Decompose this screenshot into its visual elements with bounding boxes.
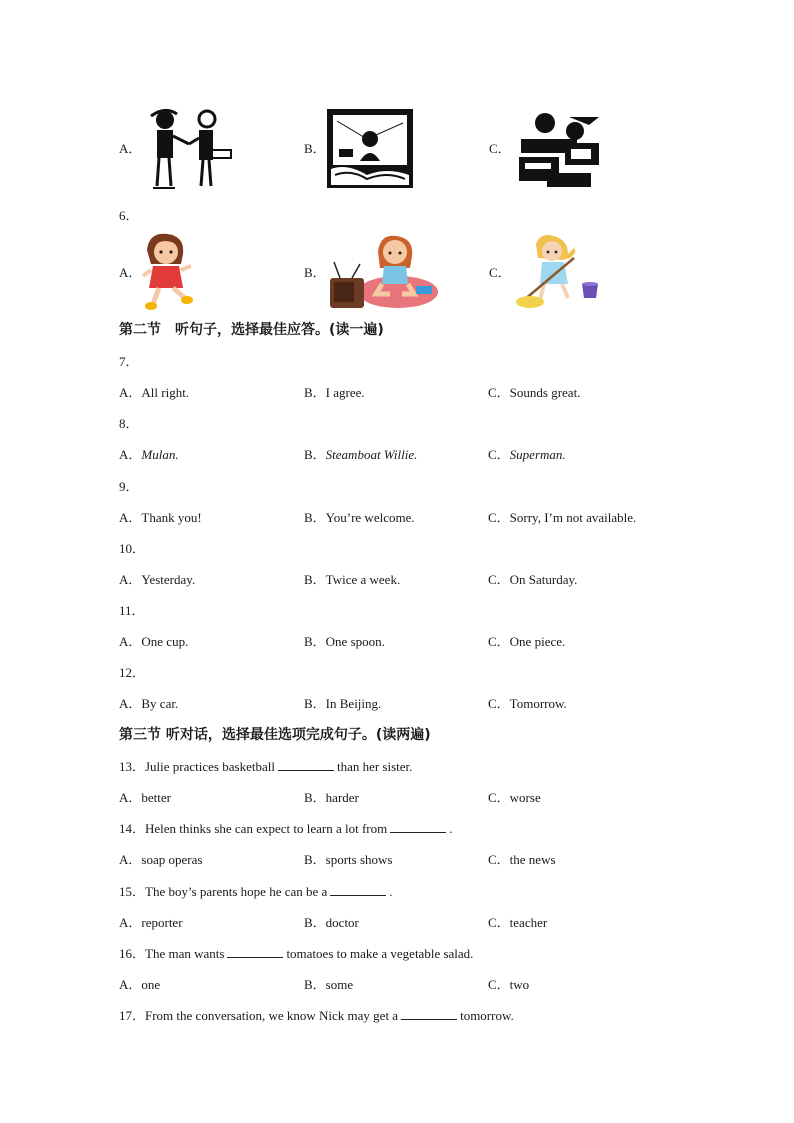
q8-option-c-letter: C． (488, 447, 510, 462)
q15-options (119, 913, 679, 933)
q5-option-c-letter: C． (489, 141, 511, 156)
q10-options (119, 570, 679, 590)
q17-stem-end: tomorrow. (460, 1008, 514, 1023)
section-3-heading: 第三节 听对话，选择最佳选项完成句子。(读两遍) (119, 727, 431, 743)
q14-answer-blank[interactable] (390, 820, 446, 833)
q14-stem (119, 819, 679, 839)
question-number-10: 10． (119, 541, 146, 556)
section-2-heading: 第二节 听句子，选择最佳应答。(读一遍) (119, 322, 384, 338)
people-cooking-icon[interactable] (517, 109, 603, 189)
q16-stem-start: 16．The man wants (119, 946, 225, 961)
q13-options (119, 788, 679, 808)
q9-option-b[interactable]: B．You’re welcome. (304, 510, 415, 525)
q12-options (119, 694, 679, 714)
q15-stem-end: . (389, 884, 393, 899)
question-number-8: 8． (119, 416, 139, 431)
question-number-6: 6． (119, 208, 139, 223)
q11-option-a[interactable]: A．One cup. (119, 634, 189, 649)
q17-answer-blank[interactable] (401, 1007, 457, 1020)
q6-option-a-letter: A． (119, 265, 142, 280)
q11-options (119, 632, 679, 652)
q14-stem-end: . (449, 821, 453, 836)
q13-stem-start: 13．Julie practices basketball (119, 759, 275, 774)
q13-answer-blank[interactable] (278, 758, 334, 771)
q7-option-b[interactable]: B．I agree. (304, 385, 365, 400)
q14-option-a[interactable]: A．soap operas (119, 852, 203, 867)
q9-option-c[interactable]: C．Sorry, I’m not available. (488, 510, 637, 525)
question-number-11: 11． (119, 603, 145, 618)
question-number-12: 12． (119, 665, 146, 680)
q8-option-a[interactable] (119, 445, 179, 465)
question-number-7: 7． (119, 354, 139, 369)
q16-option-b[interactable]: B．some (304, 977, 354, 992)
q9-option-a[interactable]: A．Thank you! (119, 510, 202, 525)
q7-options (119, 383, 679, 403)
q16-answer-blank[interactable] (227, 945, 283, 958)
q5-option-a-letter: A． (119, 141, 142, 156)
girl-running-icon[interactable] (141, 232, 193, 312)
question-number-9: 9． (119, 479, 139, 494)
q16-option-c[interactable]: C．two (488, 977, 530, 992)
person-watching-tv-icon[interactable] (327, 109, 413, 188)
people-handshake-icon[interactable] (143, 106, 235, 190)
q11-option-b[interactable]: B．One spoon. (304, 634, 385, 649)
q10-option-b[interactable]: B．Twice a week. (304, 572, 401, 587)
q13-option-b[interactable]: B．harder (304, 790, 359, 805)
q12-option-a[interactable]: A．By car. (119, 696, 179, 711)
q16-option-a[interactable]: A．one (119, 977, 161, 992)
q9-options (119, 508, 679, 528)
q6-option-c-letter: C． (489, 265, 511, 280)
q16-stem (119, 944, 679, 964)
q15-stem (119, 882, 679, 902)
q8-option-a-letter: A． (119, 447, 142, 462)
q11-option-c[interactable]: C．One piece. (488, 634, 566, 649)
q16-options (119, 975, 679, 995)
q8-option-b[interactable] (304, 445, 417, 465)
q5-option-b-letter: B． (304, 141, 326, 156)
q14-options (119, 850, 679, 870)
q7-option-c[interactable]: C．Sounds great. (488, 385, 581, 400)
q10-option-a[interactable]: A．Yesterday. (119, 572, 196, 587)
q10-option-c[interactable]: C．On Saturday. (488, 572, 578, 587)
q8-option-b-text: Steamboat Willie. (325, 447, 418, 462)
q7-option-a[interactable]: A．All right. (119, 385, 190, 400)
q15-option-a[interactable]: A．reporter (119, 915, 183, 930)
q8-option-b-letter: B． (304, 447, 326, 462)
q14-option-c[interactable]: C．the news (488, 852, 556, 867)
q12-option-b[interactable]: B．In Beijing. (304, 696, 382, 711)
q15-stem-start: 15．The boy’s parents hope he can be a (119, 884, 328, 899)
q6-option-b-letter: B． (304, 265, 326, 280)
q8-option-a-text: Mulan. (141, 447, 179, 462)
q14-option-b[interactable]: B．sports shows (304, 852, 393, 867)
q13-stem (119, 757, 679, 777)
q8-option-c-text: Superman. (509, 447, 566, 462)
q15-option-b[interactable]: B．doctor (304, 915, 359, 930)
q13-option-a[interactable]: A．better (119, 790, 171, 805)
q15-answer-blank[interactable] (330, 883, 386, 896)
q8-options (119, 445, 679, 465)
q17-stem (119, 1006, 679, 1026)
q8-option-c[interactable] (488, 445, 566, 465)
q16-stem-end: tomatoes to make a vegetable salad. (286, 946, 474, 961)
girl-watching-tv-icon[interactable] (328, 232, 440, 314)
q15-option-c[interactable]: C．teacher (488, 915, 548, 930)
q13-stem-end: than her sister. (336, 759, 413, 774)
q12-option-c[interactable]: C．Tomorrow. (488, 696, 567, 711)
q13-option-c[interactable]: C．worse (488, 790, 541, 805)
q14-stem-start: 14．Helen thinks she can expect to learn a lot from (119, 821, 388, 836)
girl-mopping-floor-icon[interactable] (514, 234, 602, 312)
q17-stem-start: 17．From the conversation, we know Nick may get a (119, 1008, 399, 1023)
